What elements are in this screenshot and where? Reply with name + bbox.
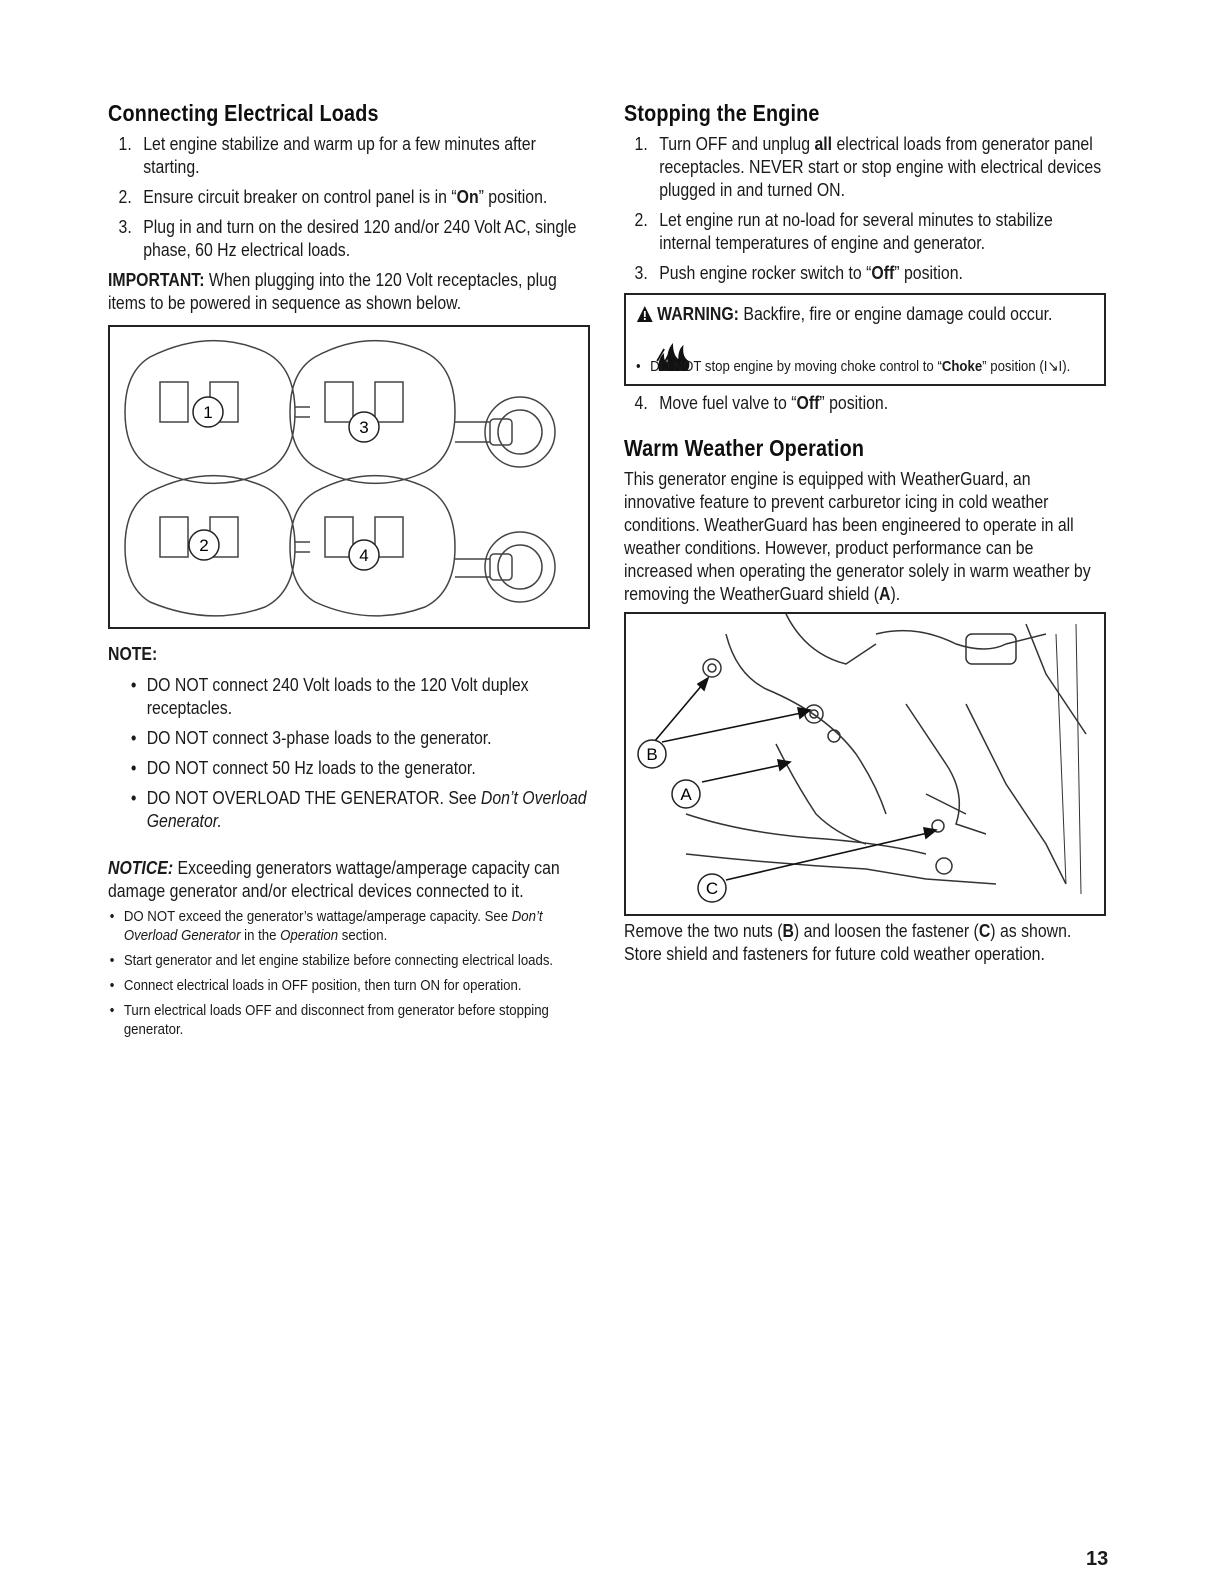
label-b: B: [646, 745, 658, 764]
list-item: 3. Push engine rocker switch to “Off” position.: [634, 263, 963, 283]
notice-paragraph: NOTICE: Exceeding generators wattage/amperage capacity can damage generator and/or electrical devices connected to it.: [108, 858, 560, 901]
warning-text: Backfire, fire or engine damage could occur.: [743, 304, 1053, 324]
list-item: • DO NOT OVERLOAD THE GENERATOR. See Don’t Overload Generator.: [129, 787, 588, 833]
list-item: • DO NOT connect 50 Hz loads to the generator.: [129, 757, 588, 780]
list-item: • Turn electrical loads OFF and disconnect from generator before stopping generator.: [108, 1001, 588, 1039]
label-2: 2: [199, 536, 209, 555]
list-item: 2. Ensure circuit breaker on control panel is in “On” position.: [118, 187, 548, 207]
list-item: 4. Move fuel valve to “Off” position.: [634, 393, 889, 413]
figure-letter-labels: [638, 740, 726, 902]
label-c: C: [705, 879, 719, 898]
note-label: NOTE:: [108, 644, 158, 664]
list-item: • DO NOT exceed the generator’s wattage/amperage capacity. See Don’t Overload Generator in the Operation section.: [108, 907, 588, 945]
remove-instructions: Remove the two nuts (B) and loosen the fastener (C) as shown. Store shield and fasteners for future cold weather operation.: [624, 921, 1072, 964]
list-item: 1. Let engine stabilize and warm up for a few minutes after starting.: [118, 134, 536, 177]
list-item: 2. Let engine run at no-load for several minutes to stabilize internal temperatures of engine and generator.: [634, 210, 1053, 253]
label-1: 1: [203, 403, 213, 422]
list-item: • DO NOT connect 240 Volt loads to the 120 Volt duplex receptacles.: [129, 674, 588, 720]
choke-symbol-icon: I↘I: [1043, 358, 1063, 375]
warm-weather-body: This generator engine is equipped with WeatherGuard, an innovative feature to prevent carburetor icing in cold weather conditions. WeatherGuard has been engineered to operate in all weather conditions. However, product performance can be increased when operating the generator solely in warm weather by removing the WeatherGuard shield (A).: [624, 469, 1091, 604]
notice-bullets: [108, 907, 588, 1039]
weatherguard-diagram: [626, 614, 1104, 914]
right-column: [624, 100, 1106, 966]
heading-warm-weather: Warm Weather Operation: [624, 435, 865, 461]
note-list: [108, 674, 588, 833]
list-item: • Start generator and let engine stabilize before connecting electrical loads.: [108, 951, 588, 970]
heading-connecting-loads: Connecting Electrical Loads: [108, 100, 379, 126]
note-section: [108, 643, 588, 833]
receptacle-figure: [108, 325, 590, 629]
important-note: IMPORTANT: When plugging into the 120 Volt receptacles, plug items to be powered in sequence as shown below.: [108, 270, 557, 313]
stopping-step4: [624, 392, 1104, 415]
warning-label: WARNING:: [657, 304, 739, 324]
connecting-loads-body: [108, 133, 588, 315]
warning-triangle-icon: [636, 305, 654, 323]
weatherguard-figure: [624, 612, 1106, 916]
warning-box: [624, 293, 1106, 386]
warning-bullet: • DO NOT stop engine by moving choke control to “Choke” position (I↘I).: [636, 358, 1071, 375]
label-a: A: [680, 785, 692, 804]
list-item: 1. Turn OFF and unplug all electrical loads from generator panel receptacles. NEVER start or stop engine with electrical devices plugged in and turned ON.: [634, 134, 1102, 200]
list-item: • DO NOT connect 3-phase loads to the generator.: [129, 727, 588, 750]
label-3: 3: [359, 418, 369, 437]
label-4: 4: [359, 546, 369, 565]
list-item: • Connect electrical loads in OFF position, then turn ON for operation.: [108, 976, 588, 995]
page-number: 13: [1086, 1548, 1109, 1570]
notice-label: NOTICE:: [108, 858, 174, 878]
left-column: [108, 100, 590, 1045]
list-item: 3. Plug in and turn on the desired 120 and/or 240 Volt AC, single phase, 60 Hz electrical loads.: [118, 217, 577, 260]
notice-section: [108, 857, 588, 1039]
receptacle-diagram: [110, 327, 588, 627]
connecting-steps: [108, 133, 588, 262]
heading-stopping-engine: Stopping the Engine: [624, 100, 820, 126]
stopping-steps: [624, 133, 1104, 285]
stopping-body: [624, 133, 1104, 285]
